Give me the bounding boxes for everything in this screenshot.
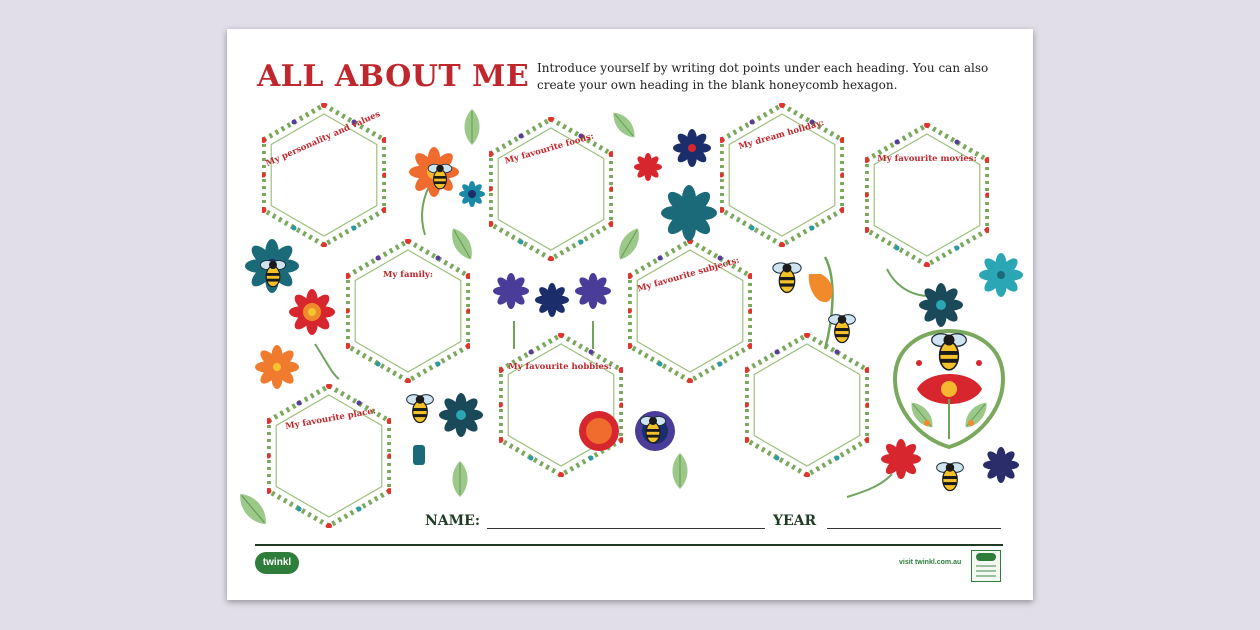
year-label: YEAR: [773, 513, 817, 529]
hexagon-foods-label: My favourite foods:: [503, 131, 596, 167]
instructions-text: Introduce yourself by writing dot points under each heading. You can also create your own heading in the blank honeycomb hexagon.: [537, 61, 989, 92]
hexagon-family: [344, 238, 471, 384]
footer-divider: [255, 544, 1003, 546]
hexagon-hobbies-label: My favourite hobbies:: [508, 362, 612, 372]
hexagon-blank: [743, 332, 870, 478]
hexagon-holiday-label: My dream holiday:: [737, 118, 826, 153]
quality-badge-icon: [971, 550, 1001, 582]
hexagon-personality: [260, 102, 387, 248]
hexagon-family-label: My family:: [383, 270, 433, 280]
hexagon-movies-label: My favourite movies:: [877, 154, 977, 164]
hexagon-movies: [863, 122, 990, 268]
footer-url: visit twinkl.com.au: [899, 559, 962, 566]
year-input-line[interactable]: [827, 528, 1001, 529]
hexagon-subjects: [626, 238, 753, 384]
worksheet-title: ALL ABOUT ME: [257, 59, 530, 94]
hexagon-personality-label: My personality and values: [264, 109, 382, 169]
hexagon-holiday: [718, 102, 845, 248]
name-input-line[interactable]: [487, 528, 765, 529]
name-year-row: [425, 513, 1005, 533]
name-label: NAME:: [425, 513, 480, 529]
hexagon-place-label: My favourite place:: [284, 406, 377, 432]
hexagon-hobbies: [497, 332, 624, 478]
bee-emblem: [895, 331, 1003, 447]
worksheet-page: [227, 29, 1033, 600]
hexagon-subjects-label: My favourite subjects:: [636, 255, 741, 295]
hexagon-place: [265, 383, 392, 529]
twinkl-logo: twinkl: [255, 552, 299, 574]
hexagon-foods: [487, 116, 614, 262]
